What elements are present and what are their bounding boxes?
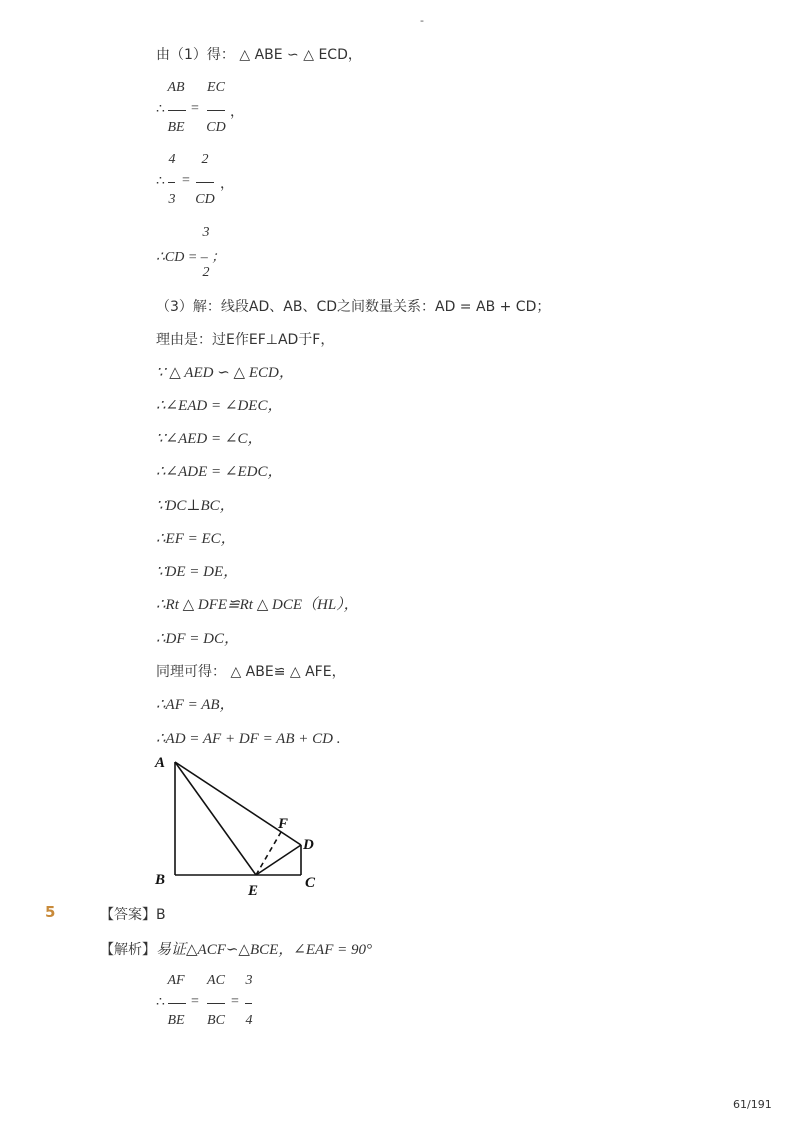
therefore-symbol: ∴ xyxy=(156,102,165,117)
comma: ， xyxy=(220,177,234,192)
fraction-bar xyxy=(207,110,225,111)
denominator: BC xyxy=(207,1013,225,1028)
label-c: C xyxy=(305,875,316,891)
segment-ef-dashed xyxy=(256,832,281,875)
numerator: AF xyxy=(167,973,185,988)
step-2: ∴∠EAD = ∠DEC， xyxy=(156,398,283,414)
therefore-symbol: ∴ xyxy=(156,995,165,1010)
analysis-text: 易证△ACF∽△BCE，∠EAF = 90° xyxy=(156,942,372,958)
step-10: 同理可得： △ ABE≌ △ AFE， xyxy=(156,664,346,680)
equals-sign: = xyxy=(182,173,190,188)
comma: ， xyxy=(230,105,244,120)
numerator: AB xyxy=(167,80,185,95)
step-4: ∴∠ADE = ∠EDC， xyxy=(156,464,283,480)
fraction-equation-1 xyxy=(156,80,276,140)
fraction-bar xyxy=(196,182,214,183)
denominator: 3 xyxy=(168,192,176,207)
fraction-bar xyxy=(168,182,175,183)
step-5: ∵DC⊥BC， xyxy=(156,498,235,514)
denominator: BE xyxy=(167,1013,185,1028)
step-7: ∵DE = DE， xyxy=(156,564,239,580)
answer-line xyxy=(100,904,166,924)
label-d: D xyxy=(303,837,314,853)
label-f: F xyxy=(278,816,289,832)
denominator: CD xyxy=(195,192,215,207)
geometry-figure xyxy=(150,752,330,902)
step-11: ∴AF = AB， xyxy=(156,697,235,713)
fraction-bar xyxy=(207,1003,225,1004)
label-b: B xyxy=(155,872,166,888)
question-number: 5 xyxy=(45,903,56,921)
equals-sign: = xyxy=(191,101,199,116)
fraction-equation-3 xyxy=(156,225,276,285)
denominator: 4 xyxy=(245,1013,253,1028)
numerator: 2 xyxy=(201,152,209,167)
text-part-3: （3）解：线段AD、AB、CD之间数量关系：AD = AB + CD； xyxy=(156,299,551,315)
step-8: ∴Rt △ DFE≌Rt △ DCE（HL）， xyxy=(156,597,359,613)
numerator: EC xyxy=(207,80,225,95)
analysis-label: 【解析】 xyxy=(100,942,156,958)
fraction-bar xyxy=(168,110,186,111)
fraction-bar xyxy=(245,1003,252,1004)
label-a: A xyxy=(155,755,166,771)
denominator: CD xyxy=(206,120,226,135)
analysis-line xyxy=(100,938,372,959)
label-e: E xyxy=(248,883,259,899)
step-12: ∴AD = AF + DF = AB + CD . xyxy=(156,731,341,747)
step-9: ∴DF = DC， xyxy=(156,631,239,647)
numerator: 4 xyxy=(168,152,176,167)
segment-ae xyxy=(175,762,256,875)
therefore-symbol: ∴ xyxy=(156,174,165,189)
numerator: AC xyxy=(207,973,225,988)
fraction-bar xyxy=(168,1003,186,1004)
fraction-equation-4 xyxy=(156,973,296,1033)
equals-sign: = xyxy=(191,994,199,1009)
segment-ad xyxy=(175,762,301,845)
equals-sign: = xyxy=(231,994,239,1009)
text-line-1: 由（1）得： △ ABE ∽ △ ECD， xyxy=(156,47,362,63)
cd-equation: ∴CD = – ； xyxy=(156,250,226,265)
denominator: 2 xyxy=(202,265,210,280)
segment-ed xyxy=(256,845,301,875)
answer-value: B xyxy=(156,907,166,923)
answer-label: 【答案】 xyxy=(100,907,156,923)
text-reason: 理由是：过E作EF⊥AD于F， xyxy=(156,332,335,348)
step-1: ∵ △ AED ∽ △ ECD， xyxy=(156,365,294,381)
top-mark: - xyxy=(420,14,424,27)
numerator: 3 xyxy=(202,225,210,240)
numerator: 3 xyxy=(245,973,253,988)
page-number: 61/191 xyxy=(733,1098,772,1111)
denominator: BE xyxy=(167,120,185,135)
step-3: ∵∠AED = ∠C， xyxy=(156,431,263,447)
fraction-equation-2 xyxy=(156,152,276,212)
step-6: ∴EF = EC， xyxy=(156,531,236,547)
